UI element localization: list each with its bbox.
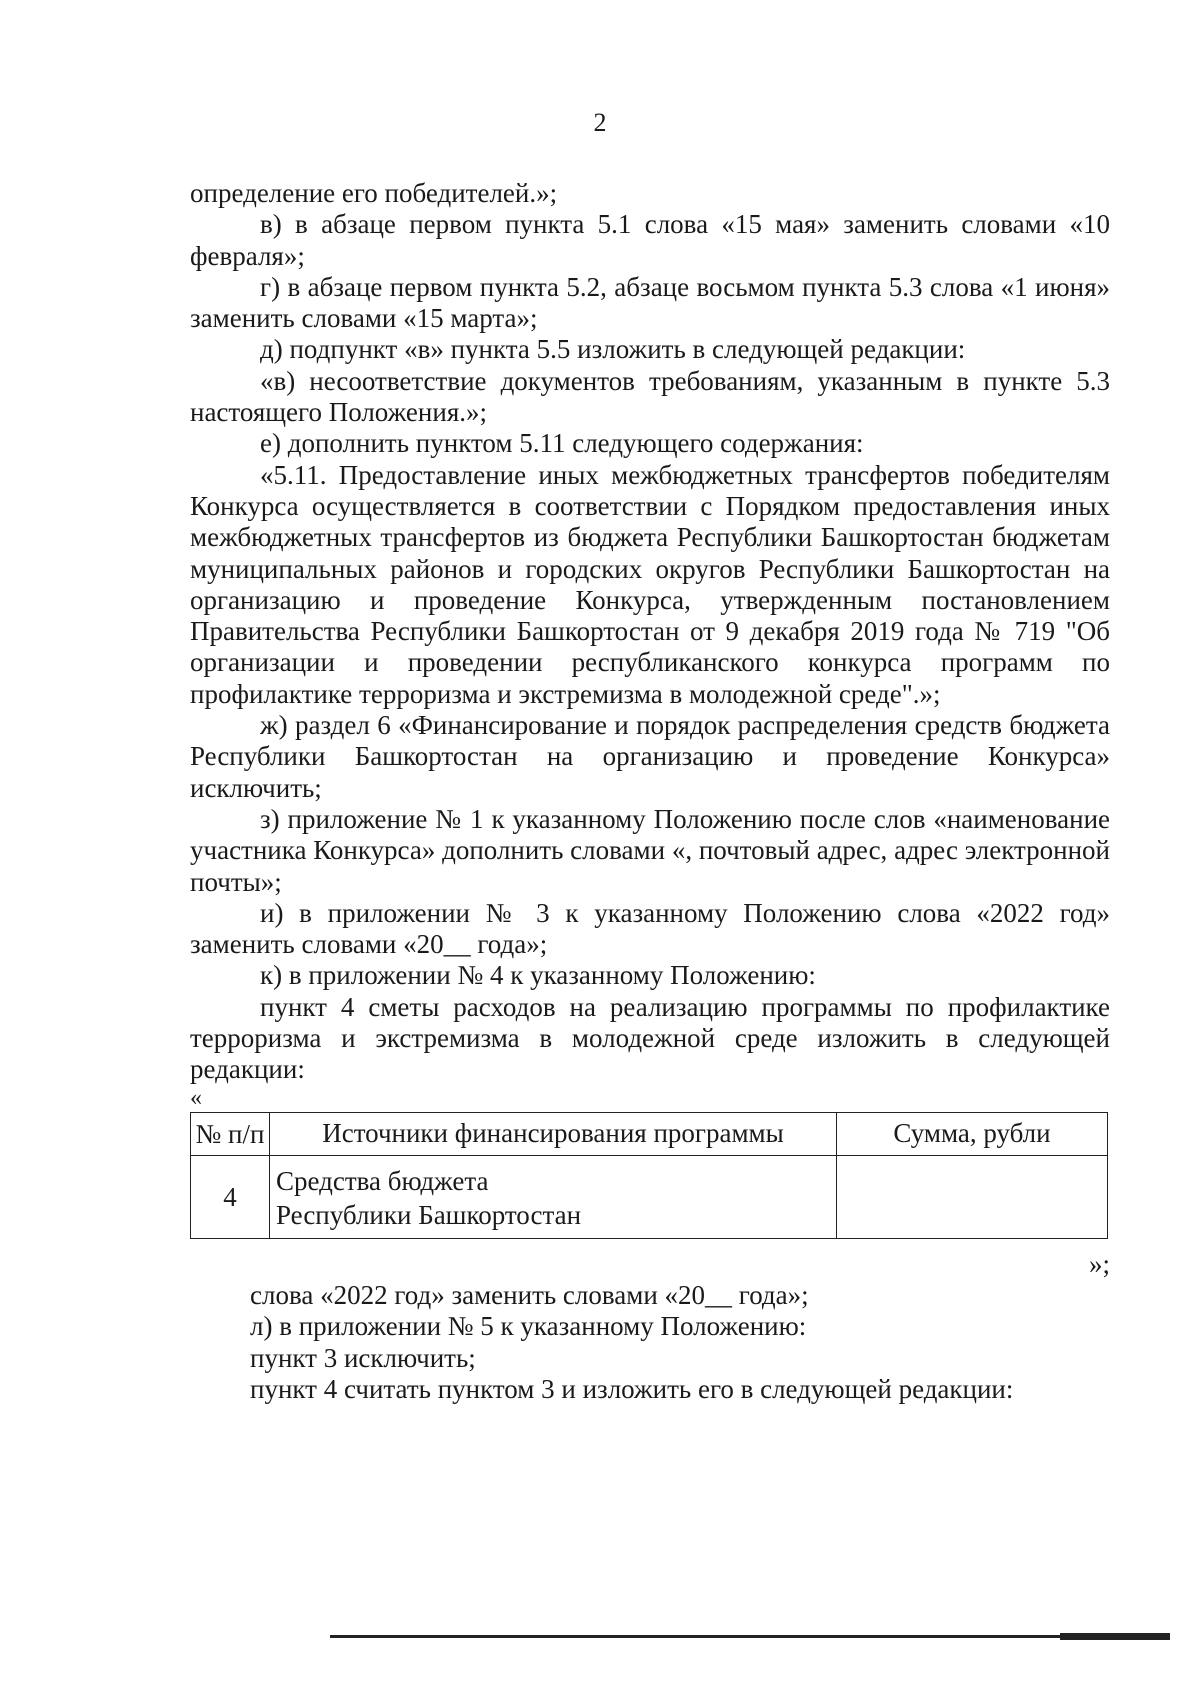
after-table-text: [190, 1280, 1110, 1405]
financing-table: [190, 1112, 1108, 1239]
paragraph: ж) раздел 6 «Финансирование и порядок распределения средств бюджета Республики Башкортостан на организацию и проведение Конкурса» исключить;: [190, 710, 1110, 803]
paragraph: д) подпункт «в» пункта 5.5 изложить в следующей редакции:: [260, 334, 966, 365]
page-number: 2: [593, 108, 607, 137]
quote-open-mark: «: [190, 1084, 202, 1111]
paragraph: определение его победителей.»;: [190, 178, 558, 208]
row-source: [270, 1155, 837, 1238]
table-header-row: [191, 1112, 1108, 1155]
paragraph: пункт 4 считать пунктом 3 и изложить его в следующей редакции:: [250, 1373, 1014, 1404]
paragraph: к) в приложении № 4 к указанному Положению:: [260, 960, 816, 991]
paragraph: г) в абзаце первом пункта 5.2, абзаце восьмом пункта 5.3 слова «1 июня» заменить словами «15 марта»;: [190, 271, 1110, 334]
paragraph: в) в абзаце первом пункта 5.1 слова «15 мая» заменить словами «10 февраля»;: [190, 209, 1110, 271]
quote-close-mark: »;: [1088, 1248, 1110, 1279]
header-amount: Сумма, рубли: [837, 1112, 1108, 1155]
row-source-line: Республики Башкортостан: [276, 1199, 582, 1230]
row-num: 4: [191, 1155, 270, 1238]
paragraph: «в) несоответствие документов требованиям, указанным в пункте 5.3 настоящего Положения.»;: [190, 365, 1110, 428]
footer-rule-thick: [1060, 1633, 1170, 1640]
row-amount: [837, 1155, 1108, 1238]
paragraph: пункт 4 сметы расходов на реализацию программы по профилактике терроризма и экстремизма в молодежной среде изложить в следующей редакции:: [190, 991, 1110, 1085]
paragraph: е) дополнить пунктом 5.11 следующего содержания:: [260, 428, 864, 459]
paragraph: з) приложение № 1 к указанному Положению после слов «наименование участника Конкурса» дополнить словами «, почтовый адрес, адрес электронной почты»;: [190, 803, 1110, 897]
table-row: [191, 1155, 1108, 1238]
document-body: [190, 178, 1110, 1405]
paragraph: слова «2022 год» заменить словами «20__ года»;: [250, 1279, 809, 1310]
header-num: № п/п: [191, 1112, 270, 1155]
paragraph: и) в приложении № 3 к указанному Положению слова «2022 год» заменить словами «20__ года»;: [190, 897, 1110, 960]
paragraph: «5.11. Предоставление иных межбюджетных трансфертов победителям Конкурса осуществляется в соответствии с Порядком предоставления иных межбюджетных трансфертов из бюджета Республики Башкортостан бюджетам муниципальных районов и городских округов Республики Башкортостан на организацию и проведение Конкурса, утвержденным постановлением Правительства Республики Башкортостан от 9 декабря 2019 года № 719 "Об организации и проведении республиканского конкурса программ по профилактике терроризма и экстремизма в молодежной среде".»;: [190, 459, 1110, 709]
row-source-line: Средства бюджета: [276, 1165, 489, 1196]
paragraph: пункт 3 исключить;: [250, 1342, 476, 1373]
paragraph: л) в приложении № 5 к указанному Положению:: [250, 1311, 807, 1342]
footer-rule: [330, 1635, 1170, 1638]
header-source: Источники финансирования программы: [270, 1112, 837, 1155]
